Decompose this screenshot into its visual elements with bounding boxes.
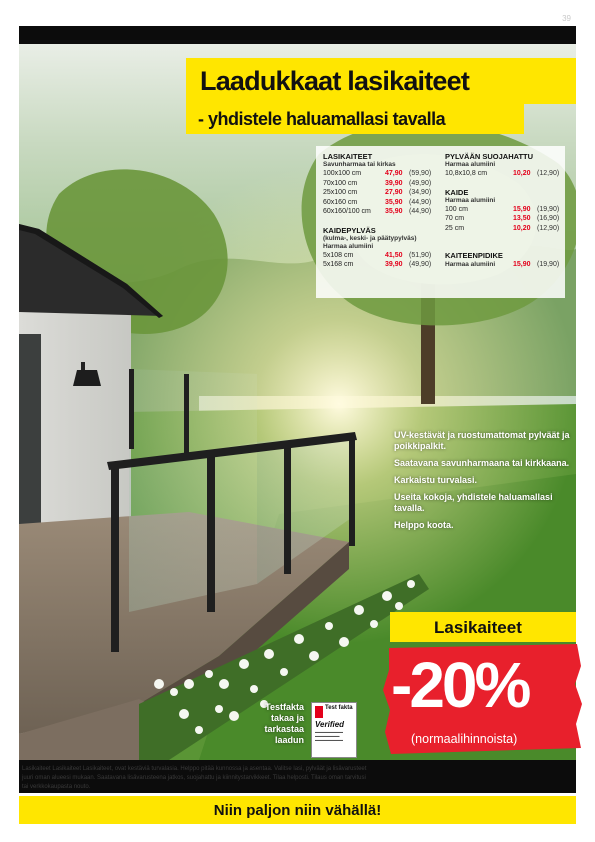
- headline-line1-box: [186, 58, 576, 104]
- testfakta-logo-text: Test fakta: [325, 705, 353, 711]
- price-sale: 47,90: [385, 170, 403, 177]
- price-group-title: KAIDE: [445, 187, 469, 197]
- price-row: [445, 205, 562, 215]
- price-group-subtitle: Harmaa alumiini: [445, 161, 496, 168]
- price-normal: (19,90): [537, 261, 560, 268]
- price-row: [323, 260, 441, 270]
- price-size: 25 cm: [445, 224, 465, 232]
- fine-print-line: tai verkkokaupasta nouto.: [22, 784, 91, 790]
- price-group-title: PYLVÄÄN SUOJAHATTU: [445, 152, 534, 161]
- headline-title: Laadukkaat lasikaiteet: [200, 66, 470, 96]
- fine-print: [22, 765, 574, 792]
- price-row: [323, 179, 441, 189]
- price-group-subtitle: Harmaa alumiini: [323, 242, 374, 250]
- testfakta-fine-lines: ▬▬▬▬▬▬▬▬ ▬▬▬▬▬▬▬ ▬▬▬▬▬▬▬▬: [315, 730, 343, 742]
- price-row: [445, 260, 562, 270]
- discount-percent: -20%: [391, 649, 529, 721]
- price-column-left: [323, 152, 441, 270]
- testfakta-text: Testfakta takaa ja tarkastaa laadun: [264, 702, 304, 745]
- price-group-title: KAITEENPIDIKE: [445, 251, 503, 260]
- price-size: 100 cm: [445, 205, 468, 213]
- headline-line2-box: [186, 104, 524, 134]
- price-sale: 15,90: [513, 261, 531, 268]
- fine-print-line: juuri oman alueesi mukaan. Saatavana lisävarusteena jatkos, suojahattu ja kiinnitystarvikkeet. Tilaa helposti. Tilaus oman tarvitusi: [22, 775, 366, 781]
- price-row: [323, 169, 441, 179]
- discount-note: (normaalihinnoista): [411, 732, 518, 746]
- price-group-subtitle: Harmaa alumiini: [445, 261, 496, 268]
- price-sale: 41,50: [385, 251, 403, 259]
- price-normal: (59,90): [409, 170, 432, 177]
- feature-item: UV-kestävät ja ruostumattomat pylväät ja poikkipalkit.: [394, 430, 570, 451]
- price-sale: 39,90: [385, 179, 403, 187]
- price-group-subtitle: Savunharmaa tai kirkas: [323, 161, 396, 168]
- fine-print-line: Lasikaiteet Lasikaiteet Lasikaiteet, ovat kestäviä turvalasia. Helppo pitää kunnossa ja asentaa. Valitse lasi, pylväät ja lisävarusteet: [22, 766, 367, 772]
- sale-label: Lasikaiteet: [434, 618, 522, 637]
- price-size: 60x160/100 cm: [323, 208, 371, 215]
- price-row: [445, 224, 562, 234]
- slogan-bar: [19, 796, 576, 824]
- price-group-title: KAIDEPYLVÄS: [323, 225, 376, 235]
- feature-item: Karkaistu turvalasi.: [394, 475, 478, 485]
- price-group-title: LASIKAITEET: [323, 152, 373, 161]
- price-size: 5x168 cm: [323, 261, 354, 268]
- price-size: 10,8x10,8 cm: [445, 170, 488, 177]
- price-sale: 39,90: [385, 261, 403, 268]
- price-sale: 27,90: [385, 189, 403, 196]
- discount-badge: [383, 644, 583, 756]
- price-size: 70 cm: [445, 215, 465, 222]
- price-size: 60x160 cm: [323, 198, 358, 206]
- feature-item: Useita kokoja, yhdistele haluamallasi tavalla.: [394, 492, 553, 513]
- testfakta-verified-text: Verified: [315, 720, 345, 729]
- price-size: 70x100 cm: [323, 179, 358, 187]
- headline-subtitle: - yhdistele haluamallasi tavalla: [198, 109, 446, 129]
- price-row: [323, 198, 441, 208]
- headline: [186, 58, 576, 134]
- price-normal: (12,90): [537, 224, 560, 232]
- price-row: [323, 188, 441, 198]
- price-normal: (44,90): [409, 208, 432, 215]
- price-column-right: [445, 152, 562, 270]
- price-row: [323, 251, 441, 261]
- price-sale: 35,90: [385, 198, 403, 206]
- testfakta-check-icon: [315, 706, 323, 718]
- price-group-subtitle: Harmaa alumiini: [445, 196, 496, 204]
- testfakta-verified-logo: [311, 702, 357, 758]
- price-normal: (51,90): [409, 251, 432, 259]
- price-normal: (12,90): [537, 170, 560, 177]
- slogan-text: Niin paljon niin vähällä!: [213, 802, 382, 819]
- price-size: 100x100 cm: [323, 170, 362, 177]
- price-sale: 15,90: [513, 205, 531, 213]
- sale-label-banner: [390, 612, 576, 642]
- price-normal: (49,90): [409, 261, 432, 268]
- price-normal: (34,90): [409, 189, 432, 196]
- price-normal: (19,90): [537, 205, 560, 213]
- top-bar: [19, 26, 576, 44]
- price-list: [316, 146, 565, 298]
- price-sale: 10,20: [513, 170, 531, 177]
- price-row: [445, 214, 562, 224]
- price-size: 25x100 cm: [323, 189, 358, 196]
- price-row: [445, 169, 562, 179]
- price-size: 5x108 cm: [323, 251, 354, 259]
- price-sale: 10,20: [513, 224, 531, 232]
- price-normal: (49,90): [409, 179, 432, 187]
- price-normal: (44,90): [409, 198, 432, 206]
- price-normal: (16,90): [537, 215, 560, 222]
- price-group-subtitle: (kulma-, keski- ja päätypylväs): [323, 234, 417, 242]
- feature-item: Helppo koota.: [394, 520, 454, 530]
- feature-item: Saatavana savunharmaana tai kirkkaana.: [394, 458, 570, 468]
- price-sale: 35,90: [385, 208, 403, 215]
- price-row: [323, 207, 441, 217]
- feature-list: [394, 430, 570, 537]
- page-number: 39: [562, 14, 571, 23]
- price-sale: 13,50: [513, 215, 531, 222]
